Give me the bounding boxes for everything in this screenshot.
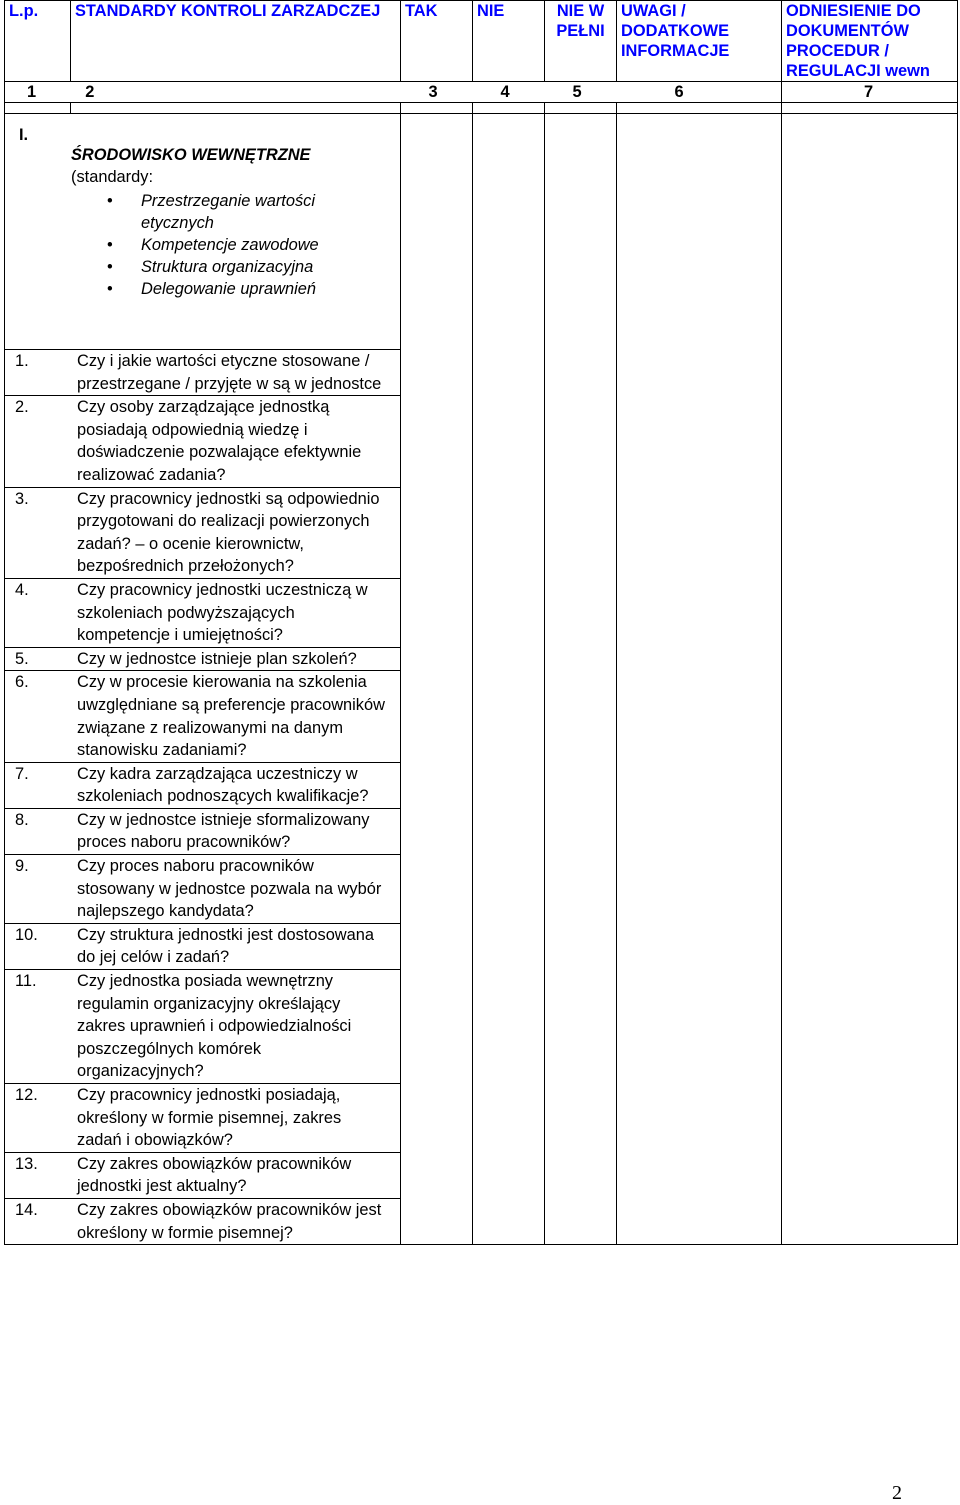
- question-text: Czy kadra zarządzająca uczestniczy w szkoleniach podnoszących kwalifikacje?: [67, 762, 400, 808]
- nie-w-pelni-cell[interactable]: [545, 114, 617, 1245]
- question-number: 8.: [5, 808, 67, 854]
- question-row: [5, 350, 400, 396]
- column-number-6: 6: [617, 82, 782, 103]
- column-number-2: 2: [85, 83, 95, 101]
- question-text: Czy pracownicy jednostki posiadają, określony w formie pisemnej, zakres zadań i obowiązków?: [67, 1084, 400, 1153]
- question-row: [5, 1198, 400, 1244]
- column-number-4: 4: [473, 82, 545, 103]
- question-text: Czy zakres obowiązków pracowników jest określony w formie pisemnej?: [67, 1198, 400, 1244]
- question-number: 2.: [5, 396, 67, 487]
- column-number-3: 3: [401, 82, 473, 103]
- question-number: 9.: [5, 855, 67, 924]
- question-number: 13.: [5, 1152, 67, 1198]
- bullet-item: • Struktura organizacyjna: [141, 256, 396, 278]
- header-nie-w-pelni: NIE W PEŁNI: [545, 1, 617, 82]
- question-number: 5.: [5, 647, 67, 671]
- column-number-row: [5, 82, 958, 103]
- header-odniesienie: ODNIESIENIE DO DOKUMENTÓW PROCEDUR / REGULACJI wewn: [782, 1, 958, 82]
- question-text: Czy struktura jednostki jest dostosowana do jej celów i zadań?: [67, 923, 400, 969]
- section-cell: [5, 114, 401, 350]
- section-number: I.: [19, 126, 29, 144]
- question-number: 3.: [5, 487, 67, 578]
- question-row: [5, 808, 400, 854]
- column-number-7: 7: [782, 82, 958, 103]
- question-number: 14.: [5, 1198, 67, 1244]
- question-row: [5, 647, 400, 671]
- question-number: 12.: [5, 1084, 67, 1153]
- bullet-item: • Delegowanie uprawnień: [141, 278, 396, 300]
- question-row: [5, 923, 400, 969]
- question-row: [5, 855, 400, 924]
- header-row: [5, 1, 958, 82]
- question-row: [5, 1084, 400, 1153]
- question-row: [5, 1152, 400, 1198]
- question-text: Czy pracownicy jednostki uczestniczą w szkoleniach podwyższających kompetencje i umiejętności?: [67, 578, 400, 647]
- question-text: Czy w jednostce istnieje plan szkoleń?: [67, 647, 400, 671]
- question-text: Czy zakres obowiązków pracowników jednostki jest aktualny?: [67, 1152, 400, 1198]
- bullet-item: • Przestrzeganie wartości etycznych: [141, 190, 381, 234]
- question-text: Czy i jakie wartości etyczne stosowane / przestrzegane / przyjęte w są w jednostce: [67, 350, 400, 396]
- question-row: [5, 487, 400, 578]
- question-row: [5, 578, 400, 647]
- section-block: [5, 114, 958, 350]
- question-text: Czy w procesie kierowania na szkolenia uwzględniane są preferencje pracowników związane z realizowanymi na danym stanowisku zadaniami?: [67, 671, 400, 762]
- question-number: 4.: [5, 578, 67, 647]
- section-subtitle: (standardy:: [71, 168, 153, 186]
- uwagi-cell[interactable]: [617, 114, 782, 1245]
- question-text: Czy jednostka posiada wewnętrzny regulamin organizacyjny określający zakres uprawnień i odpowiedzialności poszczególnych komórek organizacyjnych?: [67, 970, 400, 1084]
- question-number: 1.: [5, 350, 67, 396]
- section-title: ŚRODOWISKO WEWNĘTRZNE: [71, 146, 311, 164]
- column-number-1: 1: [27, 83, 37, 101]
- question-number: 7.: [5, 762, 67, 808]
- bullet-item: • Kompetencje zawodowe: [141, 234, 396, 256]
- odniesienie-cell[interactable]: [782, 114, 958, 1245]
- spacer-row: [5, 103, 958, 114]
- question-number: 6.: [5, 671, 67, 762]
- page-number: 2: [892, 1482, 902, 1504]
- question-row: [5, 970, 400, 1084]
- section-bullet-list: [71, 190, 396, 300]
- control-standards-table: [4, 0, 958, 1245]
- question-text: Czy pracownicy jednostki są odpowiednio przygotowani do realizacji powierzonych zadań? – o ocenie kierownictw, bezpośrednich przełożonych?: [67, 487, 400, 578]
- questions-table: [5, 349, 400, 1244]
- header-uwagi: UWAGI / DODATKOWE INFORMACJE: [617, 1, 782, 82]
- column-numbers-1-2: [5, 82, 401, 103]
- column-number-5: 5: [545, 82, 617, 103]
- header-tak: TAK: [401, 1, 473, 82]
- question-row: [5, 396, 400, 487]
- questions-cell: [5, 349, 401, 1245]
- question-number: 11.: [5, 970, 67, 1084]
- question-row: [5, 671, 400, 762]
- header-lp: L.p.: [5, 1, 71, 82]
- header-nie: NIE: [473, 1, 545, 82]
- question-number: 10.: [5, 923, 67, 969]
- question-text: Czy osoby zarządzające jednostką posiadają odpowiednią wiedzę i doświadczenie pozwalające efektywnie realizować zadania?: [67, 396, 400, 487]
- tak-cell[interactable]: [401, 114, 473, 1245]
- question-text: Czy proces naboru pracowników stosowany w jednostce pozwala na wybór najlepszego kandydata?: [67, 855, 400, 924]
- question-row: [5, 762, 400, 808]
- question-text: Czy w jednostce istnieje sformalizowany proces naboru pracowników?: [67, 808, 400, 854]
- header-standards: STANDARDY KONTROLI ZARZADCZEJ: [71, 1, 401, 82]
- nie-cell[interactable]: [473, 114, 545, 1245]
